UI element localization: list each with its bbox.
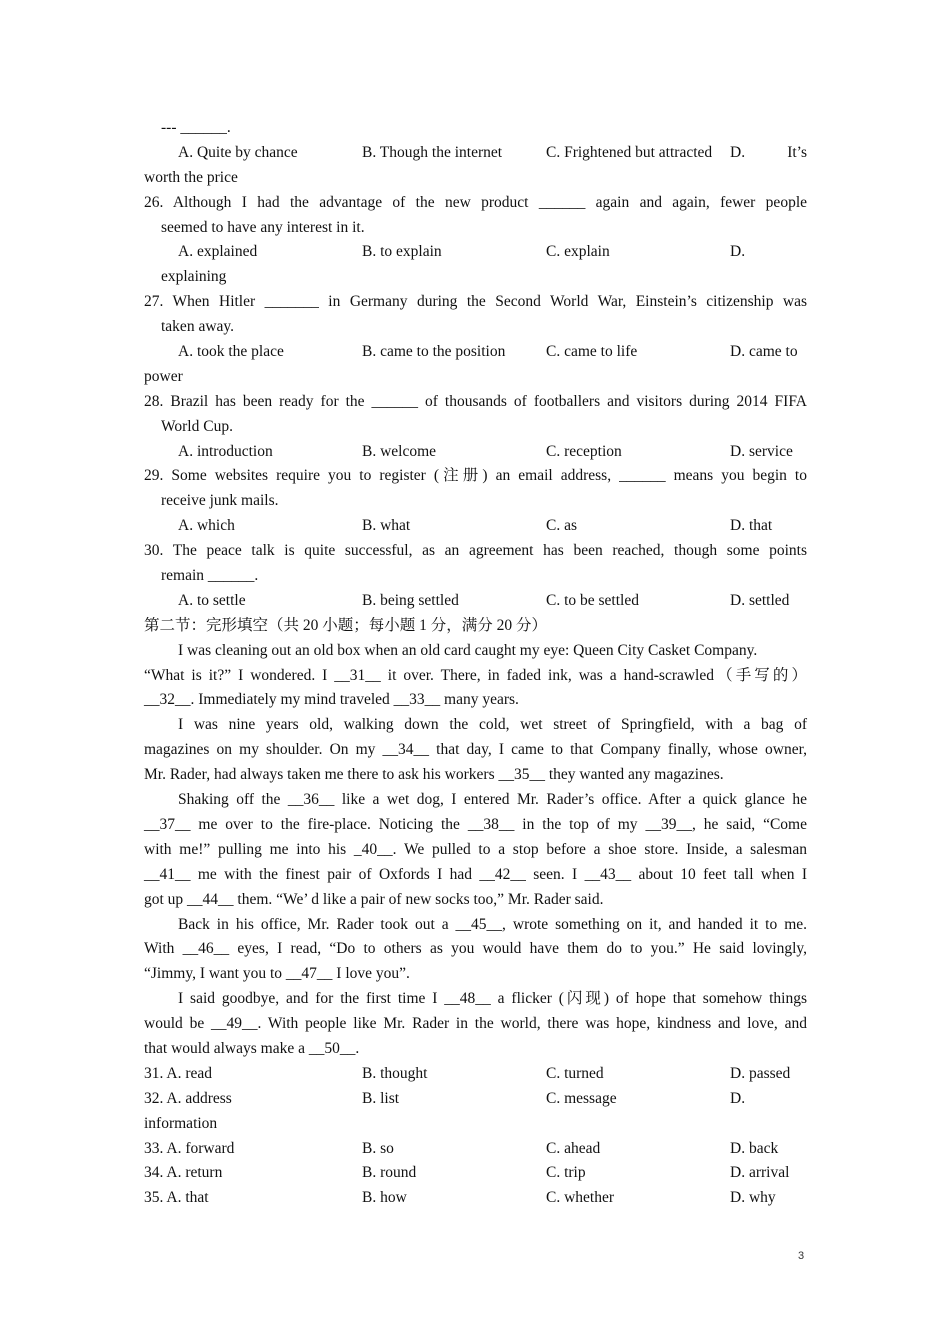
passage-p1-line2: “What is it?” I wondered. I __31__ it over. There, in faded ink, was a hand-scrawled（手写的） (144, 666, 807, 684)
q26-stem-line2: seemed to have any interest in it. (161, 218, 365, 236)
q28-option-b: B. welcome (362, 442, 437, 460)
q27-stem-line1: 27. When Hitler _______ in Germany during the Second World War, Einstein’s citizenship was (144, 293, 807, 311)
page-number: 3 (798, 1250, 805, 1262)
section2-heading: 第二节：完形填空（共 20 小题；每小题 1 分，满分 20 分） (144, 616, 548, 634)
cloze-option-b: B. round (362, 1164, 417, 1182)
cloze-option-b: B. thought (362, 1064, 428, 1082)
passage-p1-line1: I was cleaning out an old box when an old card caught my eye: Queen City Casket Company. (178, 641, 758, 659)
cloze-options-row (144, 1087, 807, 1112)
passage-p1-line3: __32__. Immediately my mind traveled __33__ many years. (144, 691, 519, 709)
passage-p3-line5: got up __44__ them. “We’ d like a pair of new socks too,” Mr. Rader said. (144, 890, 604, 908)
q26-option-b: B. to explain (362, 243, 442, 261)
passage-p3-line2: __37__ me over to the fire-place. Noticing the __38__ in the top of my __39__, he said, “Come (144, 815, 807, 833)
q25-option-d-wrap: worth the price (144, 168, 238, 186)
q30-option-a: A. to settle (178, 591, 246, 609)
q25-answer-line: --- ______. (161, 119, 231, 136)
q30-stem-line1: 30. The peace talk is quite successful, as an agreement has been reached, though some points (144, 542, 807, 560)
cloze-option-a: 35. A. that (144, 1189, 209, 1207)
cloze-option-d: D. arrival (730, 1164, 790, 1182)
cloze-option-c: C. ahead (546, 1139, 601, 1157)
passage-p2-line1: I was nine years old, walking down the cold, wet street of Springfield, with a bag of (178, 716, 807, 734)
q29-options (144, 514, 807, 539)
cloze-option-a: 34. A. return (144, 1164, 223, 1182)
passage-p2-line3: Mr. Rader, had always taken me there to ask his workers __35__ they wanted any magazines. (144, 766, 724, 784)
passage-p3-line1: Shaking off the __36__ like a wet dog, I entered Mr. Rader’s office. After a quick glance he (178, 791, 807, 809)
q25-options (144, 141, 807, 166)
cloze-options-row (144, 1161, 807, 1186)
cloze-option-c: C. trip (546, 1164, 586, 1182)
q28-option-d: D. service (730, 442, 793, 460)
cloze-option-c: C. message (546, 1089, 617, 1107)
q27-option-d-label: D. came to (730, 343, 798, 361)
q26-option-a: A. explained (178, 243, 258, 261)
q29-stem-line2: receive junk mails. (161, 492, 279, 510)
cloze-option-d: D. passed (730, 1064, 791, 1082)
q26-option-d-label: D. (730, 243, 746, 261)
q27-stem-line2: taken away. (161, 318, 235, 336)
q29-option-b: B. what (362, 517, 411, 535)
q29-option-a: A. which (178, 517, 235, 535)
cloze-options-row (144, 1062, 807, 1087)
cloze-option-a: 33. A. forward (144, 1139, 235, 1157)
cloze-option-d: D. (730, 1089, 746, 1107)
q26-option-c: C. explain (546, 243, 610, 261)
q27-option-c: C. came to life (546, 343, 638, 361)
exam-content (144, 116, 807, 1211)
passage-p4-line3: “Jimmy, I want you to __47__ I love you”. (144, 965, 410, 983)
cloze-option-d: D. back (730, 1139, 779, 1157)
q30-option-d: D. settled (730, 591, 790, 609)
q29-stem-line1: 29. Some websites require you to register (注册) an email address, ______ means you begin to (144, 467, 807, 485)
cloze-option-b: B. how (362, 1189, 407, 1207)
passage-p5-line2: would be __49__. With people like Mr. Rader in the world, there was hope, kindness and love, and (144, 1015, 807, 1033)
cloze-options-row (144, 1137, 807, 1162)
q26-stem-line1: 26. Although I had the advantage of the new product ______ again and again, fewer people (144, 193, 807, 211)
q27-option-b: B. came to the position (362, 343, 506, 361)
cloze-option-c: C. whether (546, 1189, 615, 1207)
passage-p5-line3: that would always make a __50__. (144, 1039, 360, 1057)
cloze-option-c: C. turned (546, 1064, 604, 1082)
passage-p2-line2: magazines on my shoulder. On my __34__ that day, I came to that Company finally, whose owner, (144, 741, 807, 759)
q30-option-b: B. being settled (362, 591, 459, 609)
q28-stem-line1: 28. Brazil has been ready for the ______ of thousands of footballers and visitors during 2014 FIFA (144, 392, 807, 410)
q25-option-d-label: D. (730, 143, 746, 161)
q28-stem-line2: World Cup. (161, 417, 233, 435)
q29-option-d: D. that (730, 517, 773, 535)
passage-p4-line2: With __46__ eyes, I read, “Do to others as you would have them do to you.” He said lovingly, (144, 940, 807, 958)
passage-p3-line3: with me!” pulling me into his _40__. We pulled to a stop before a shoe store. Inside, a salesman (144, 840, 807, 858)
q32-option-d-wrap: information (144, 1114, 218, 1132)
q28-option-c: C. reception (546, 442, 622, 460)
q29-option-c: C. as (546, 517, 577, 535)
q27-option-d-wrap: power (144, 367, 183, 385)
q25-option-a: A. Quite by chance (178, 143, 298, 161)
passage-p3-line4: __41__ me with the finest pair of Oxfords I had __42__ seen. I __43__ about 10 feet tall when I (144, 865, 807, 883)
q28-option-a: A. introduction (178, 442, 273, 460)
passage-p4-line1: Back in his office, Mr. Rader took out a __45__, wrote something on it, and handed it to me. (178, 915, 807, 933)
cloze-options-row (144, 1186, 807, 1211)
q27-options (144, 340, 807, 365)
cloze-option-a: 32. A. address (144, 1089, 232, 1107)
q25-option-b: B. Though the internet (362, 143, 503, 161)
q26-option-d-wrap: explaining (161, 268, 227, 286)
q30-option-c: C. to be settled (546, 591, 639, 609)
passage-p5-line1: I said goodbye, and for the first time I __48__ a flicker (闪现) of hope that somehow things (178, 990, 807, 1008)
cloze-option-d: D. why (730, 1189, 776, 1207)
q26-options (144, 240, 807, 265)
cloze-option-b: B. so (362, 1139, 394, 1157)
q28-options (144, 440, 807, 465)
q25-option-c: C. Frightened but attracted (546, 143, 713, 161)
q25-option-d-part1: It’s (787, 143, 807, 161)
q30-stem-line2: remain ______. (161, 567, 259, 585)
cloze-option-a: 31. A. read (144, 1064, 213, 1082)
q30-options (144, 589, 807, 614)
cloze-option-b: B. list (362, 1089, 400, 1107)
q27-option-a: A. took the place (178, 343, 284, 361)
